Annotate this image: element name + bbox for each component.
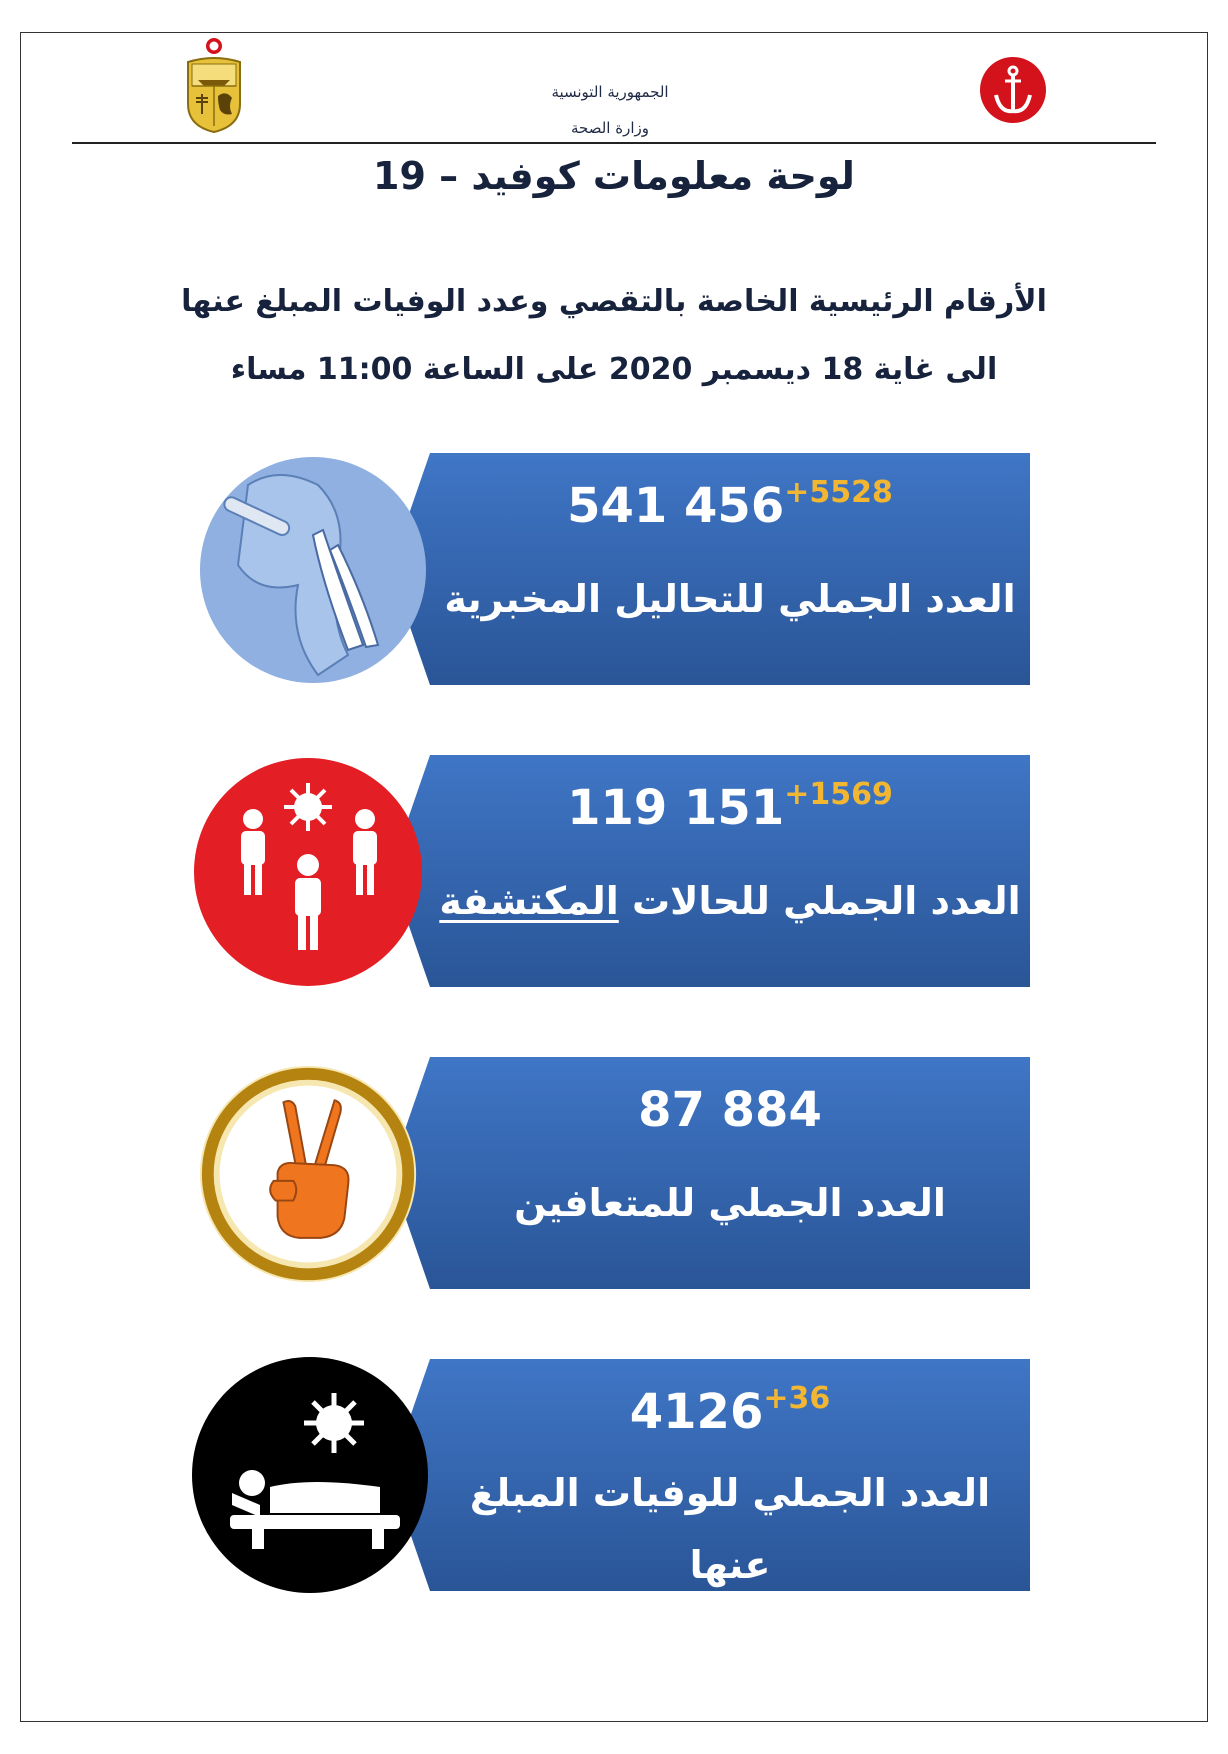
deaths-label-line-2: عنها <box>689 1543 771 1587</box>
recovered-total <box>430 1079 1030 1138</box>
page-subtitle <box>120 268 1108 404</box>
deaths-increment: +36 <box>763 1381 831 1416</box>
cases-value: 119 151 <box>567 780 785 836</box>
page-title: لوحة معلومات كوفيد – 19 <box>373 154 855 198</box>
ministry-header <box>520 74 700 146</box>
republic-name: الجمهورية التونسية <box>551 83 669 101</box>
tests-total <box>430 475 1030 534</box>
stat-card-cases <box>0 755 1228 987</box>
stat-card-deaths <box>0 1359 1228 1591</box>
deaths-label-line-1: العدد الجملي للوفيات المبلغ <box>469 1471 991 1515</box>
red-crescent-anchor-logo-icon <box>978 55 1048 125</box>
stat-card-recovered <box>0 1057 1228 1289</box>
subtitle-line-1: الأرقام الرئيسية الخاصة بالتقصي وعدد الوفيات المبلغ عنها <box>181 284 1047 319</box>
stat-card-tests <box>0 453 1228 685</box>
recovered-label: العدد الجملي للمتعافين <box>514 1181 946 1225</box>
cases-increment: +1569 <box>784 777 893 812</box>
subtitle-line-2: الى غاية 18 ديسمبر 2020 على الساعة 11:00 مساء <box>230 352 998 387</box>
infected-people-virus-icon <box>193 757 423 987</box>
tests-label: العدد الجملي للتحاليل المخبرية <box>444 577 1016 621</box>
cases-label-underlined: المكتشفة <box>439 879 619 923</box>
cases-label-main: العدد الجملي للحالات <box>618 879 1021 923</box>
recovered-value: 87 884 <box>638 1082 822 1138</box>
cases-label <box>430 865 1030 937</box>
tunisia-coat-of-arms-icon <box>178 34 250 134</box>
deaths-label <box>430 1457 1030 1601</box>
patient-bed-virus-icon <box>190 1355 430 1595</box>
deaths-total <box>430 1381 1030 1440</box>
nasal-swab-test-icon <box>198 455 428 685</box>
header-divider <box>72 142 1156 144</box>
cases-total <box>430 777 1030 836</box>
ministry-name: وزارة الصحة <box>571 119 649 137</box>
deaths-value: 4126 <box>629 1384 764 1440</box>
tests-value: 541 456 <box>567 478 785 534</box>
tests-increment: +5528 <box>784 475 893 510</box>
victory-hand-icon <box>197 1063 423 1289</box>
